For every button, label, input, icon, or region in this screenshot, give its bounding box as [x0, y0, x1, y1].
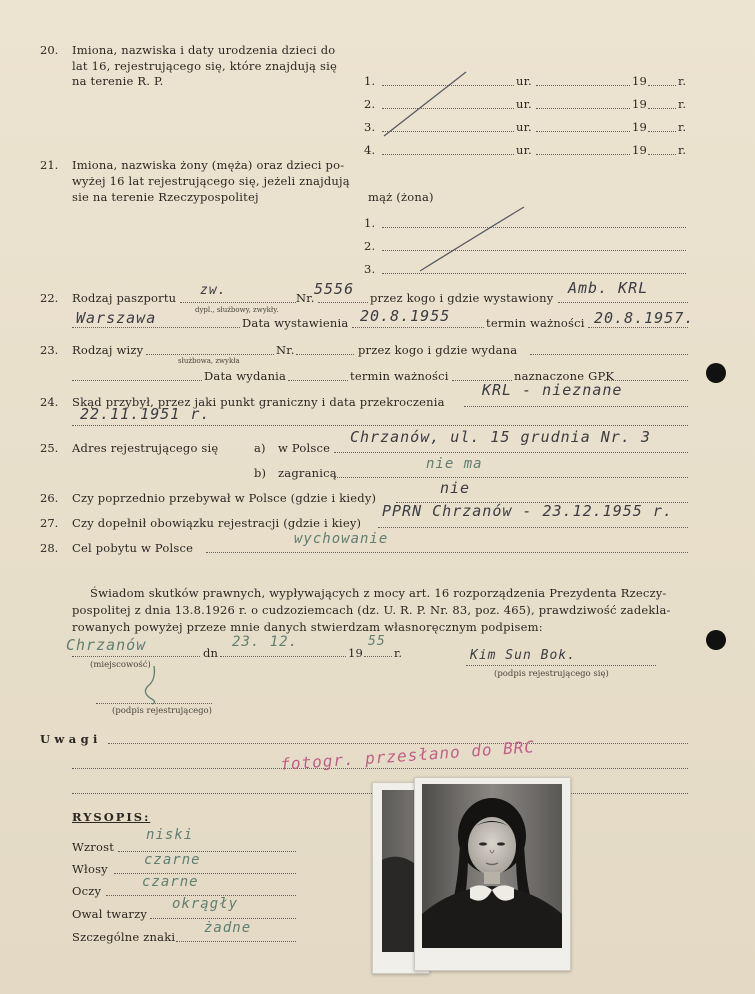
declaration-line3: rowanych powyżej przeze mnie danych stwierdzam własnoręcznym podpisem: [72, 620, 543, 634]
q21-row-3-line [382, 273, 686, 274]
child-row-1-number: 1. [364, 74, 376, 88]
eyes-label: Oczy [72, 884, 102, 898]
q24-number: 24. [40, 395, 59, 409]
q22-place-value: Warszawa [76, 309, 157, 327]
q23-number: 23. [40, 343, 59, 357]
portrait-figure [422, 784, 562, 948]
child-row-2-year-line [648, 108, 676, 109]
q27-line [378, 527, 688, 528]
year-r: r. [394, 646, 403, 660]
q26-value: nie [440, 479, 471, 497]
q21-row-1-number: 1. [364, 216, 376, 230]
child-row-4-name-line [382, 154, 514, 155]
height-value: niski [146, 827, 194, 843]
child-row-1-date-line [536, 85, 630, 86]
q25-a-label: w Polsce [278, 441, 331, 455]
official-signature-mark [138, 664, 168, 706]
height-label: Wzrost [72, 840, 115, 854]
child-row-4-year-line [648, 154, 676, 155]
q21-number: 21. [40, 158, 59, 172]
q21-row-3-number: 3. [364, 262, 376, 276]
q22-validity-line [588, 327, 688, 328]
special-marks-label: Szczególne znaki [72, 930, 176, 944]
q23-place-line [72, 380, 202, 381]
q24-label: Skąd przybył, przez jaki punkt graniczny i data przekroczenia [72, 395, 445, 409]
q21-label-line1: Imiona, nazwiska żony (męża) oraz dzieci po- [72, 158, 345, 172]
child-row-2-ur: ur. [516, 97, 532, 111]
hair-label: Włosy [72, 862, 108, 876]
child-row-2-year: 19 [632, 97, 648, 111]
child-row-3-year-line [648, 131, 676, 132]
child-row-4-r: r. [678, 143, 687, 157]
q20-strike-line [380, 68, 470, 140]
place-line [72, 656, 200, 657]
q22-type-value: zw. [200, 283, 227, 298]
q25-a-marker: a) [254, 441, 266, 455]
q26-label: Czy poprzednio przebywał w Polsce (gdzie i kiedy) [72, 491, 377, 505]
child-row-2-date-line [536, 108, 630, 109]
q22-type-line [180, 302, 296, 303]
q26-number: 26. [40, 491, 59, 505]
q24-value-line1: KRL - nieznane [482, 381, 623, 399]
q22-type-hint: dypl., służbowy, zwykły. [195, 306, 279, 314]
q24-line1 [464, 406, 688, 407]
q22-place-line [72, 327, 240, 328]
q28-label: Cel pobytu w Polsce [72, 541, 194, 555]
q25-number: 25. [40, 441, 59, 455]
date-value: 23. 12. [232, 634, 299, 650]
q20-label-line2: lat 16, rejestrującego się, które znajdują się [72, 59, 337, 73]
child-row-3-date-line [536, 131, 630, 132]
q21-spouse-label: mąż (żona) [368, 190, 434, 204]
q27-number: 27. [40, 516, 59, 530]
q27-value: PPRN Chrzanów - 23.12.1955 r. [382, 502, 673, 520]
q22-issuer-line [558, 302, 688, 303]
q21-label-line2: wyżej 16 lat rejestrującego się, jeżeli znajdują [72, 174, 350, 188]
q23-nr-label: Nr. [276, 343, 295, 357]
child-row-4-ur: ur. [516, 143, 532, 157]
q22-date-line [352, 327, 484, 328]
q23-gpk-label: naznaczone GPK [514, 369, 615, 383]
child-row-2-number: 2. [364, 97, 376, 111]
q23-label: Rodzaj wizy [72, 343, 144, 357]
child-row-4-number: 4. [364, 143, 376, 157]
q23-issuer-line [530, 354, 688, 355]
signature-line [466, 665, 656, 666]
year-prefix: 19 [348, 646, 364, 660]
q25-a-value: Chrzanów, ul. 15 grudnia Nr. 3 [350, 428, 651, 446]
q22-issuer-value: Amb. KRL [568, 279, 649, 297]
q22-date-label: Data wystawienia [242, 316, 349, 330]
child-row-1-year: 19 [632, 74, 648, 88]
q25-b-marker: b) [254, 466, 267, 480]
q21-strike-line [418, 205, 528, 273]
q24-value-line2: 22.11.1951 r. [80, 405, 211, 423]
child-row-4-year: 19 [632, 143, 648, 157]
child-row-3-number: 3. [364, 120, 376, 134]
child-row-3-ur: ur. [516, 120, 532, 134]
q22-nr-line [318, 302, 368, 303]
child-row-1-r: r. [678, 74, 687, 88]
remarks-value: fotogr. przesłano do BRC [279, 737, 536, 774]
official-signature-line [96, 703, 212, 704]
q22-date-value: 20.8.1955 [360, 307, 451, 325]
punch-hole-top [706, 363, 726, 383]
date-line [220, 656, 346, 657]
q20-label-line3: na terenie R. P. [72, 74, 164, 88]
q25-b-value: nie ma [426, 456, 483, 472]
signature-label: (podpis rejestrującego się) [494, 669, 609, 679]
description-title: RYSOPIS: [72, 810, 151, 824]
q22-validity-value: 20.8.1957. [594, 309, 695, 327]
date-dn-label: dn [203, 646, 219, 660]
child-row-3-r: r. [678, 120, 687, 134]
year-line [364, 656, 392, 657]
official-signature-label: (podpis rejestrującego) [112, 706, 212, 716]
q22-label: Rodzaj paszportu [72, 291, 177, 305]
child-row-4-date-line [536, 154, 630, 155]
q25-label: Adres rejestrującego się [72, 441, 219, 455]
punch-hole-bottom [706, 630, 726, 650]
q23-nr-line [296, 354, 354, 355]
q24-line2 [72, 425, 688, 426]
eyes-value: czarne [142, 874, 199, 890]
q22-number: 22. [40, 291, 59, 305]
q23-date-label: Data wydania [204, 369, 287, 383]
q20-label-line1: Imiona, nazwiska i daty urodzenia dzieci do [72, 43, 336, 57]
q25-a-line [334, 452, 688, 453]
declaration-line1: Świadom skutków prawnych, wypływających z mocy art. 16 rozporządzenia Prezydenta Rzeczy- [90, 586, 667, 600]
q23-validity-label: termin ważności [350, 369, 449, 383]
q23-type-line [146, 354, 274, 355]
child-row-1-year-line [648, 85, 676, 86]
place-value: Chrzanów [66, 636, 147, 654]
q25-b-line [334, 477, 688, 478]
q22-issuer-label: przez kogo i gdzie wystawiony [370, 291, 554, 305]
q25-b-label: zagranicą [278, 466, 337, 480]
year-value: 55 [368, 634, 386, 649]
face-shape-value: okrągły [172, 896, 239, 912]
remarks-line1 [108, 743, 688, 744]
q23-date-line [288, 380, 348, 381]
q23-type-hint: służbowa, zwykła [178, 357, 240, 365]
q23-issuer-label: przez kogo i gdzie wydana [358, 343, 518, 357]
q20-number: 20. [40, 43, 59, 57]
q22-nr-value: 5556 [314, 280, 355, 298]
q27-label: Czy dopełnił obowiązku rejestracji (gdzie i kiey) [72, 516, 362, 530]
child-row-1-ur: ur. [516, 74, 532, 88]
remarks-label: U w a g i [40, 732, 98, 746]
q21-label-line3: sie na terenie Rzeczypospolitej [72, 190, 259, 204]
q28-number: 28. [40, 541, 59, 555]
q28-value: wychowanie [294, 531, 389, 547]
signature-value: Kim Sun Bok. [470, 648, 576, 663]
place-label: (miejscowość) [90, 660, 151, 670]
q22-validity-label: termin ważności [486, 316, 585, 330]
q28-line [206, 552, 688, 553]
special-marks-value: żadne [204, 920, 252, 936]
portrait-photo [422, 784, 562, 948]
child-row-2-r: r. [678, 97, 687, 111]
special-marks-line [176, 941, 296, 942]
child-row-3-year: 19 [632, 120, 648, 134]
hair-value: czarne [144, 852, 201, 868]
remarks-line2 [72, 768, 688, 769]
declaration-line2: pospolitej z dnia 13.8.1926 r. o cudzoziemcach (dz. U. R. P. Nr. 83, poz. 465), prawdziwość zadekla- [72, 603, 671, 617]
q21-row-2-number: 2. [364, 239, 376, 253]
face-shape-line [150, 918, 296, 919]
q22-nr-label: Nr. [296, 291, 315, 305]
face-shape-label: Owal twarzy [72, 907, 148, 921]
